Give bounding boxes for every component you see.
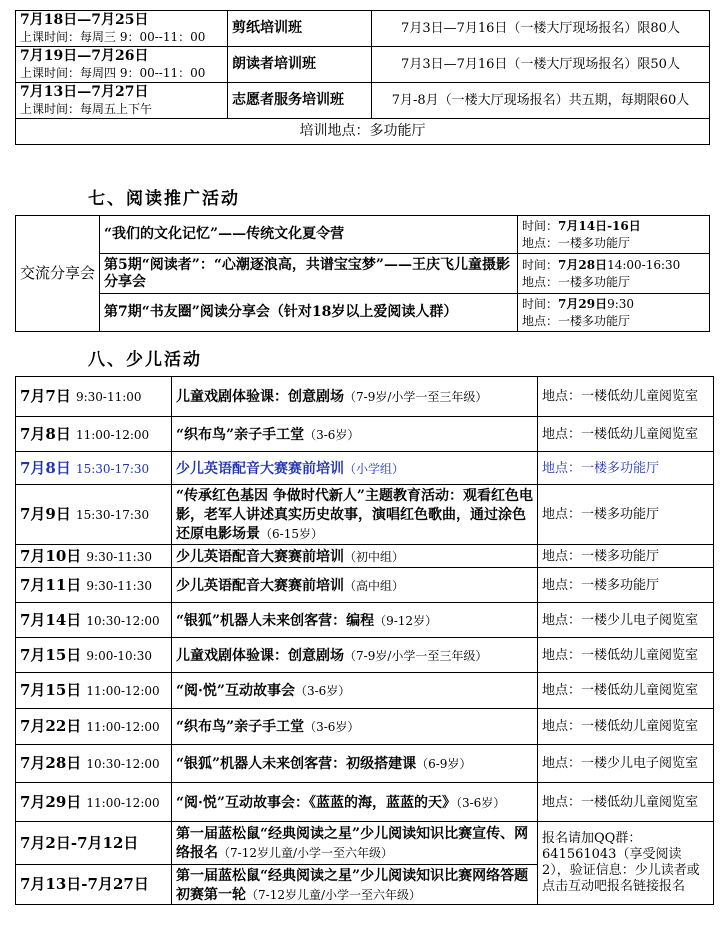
activity-place: 地点：一楼低幼儿童阅览室	[538, 709, 714, 745]
activity-date: 7月8日	[20, 458, 71, 477]
event-hours: 9:30	[607, 296, 635, 311]
promotion-row	[16, 254, 710, 294]
activity-date: 7月10日	[20, 546, 82, 565]
reading-promotion-table	[15, 215, 710, 332]
activity-name: 儿童戏剧体验课：创意剧场	[176, 647, 344, 664]
activity-age-note: （6-15岁）	[260, 527, 323, 541]
activity-row	[16, 417, 714, 452]
activity-place: 地点：一楼多功能厅	[538, 452, 714, 485]
training-date: 7月19日—7月26日	[20, 47, 149, 64]
activity-place: 地点：一楼低幼儿童阅览室	[538, 783, 714, 822]
activity-hours: 10:30-12:00	[86, 757, 160, 771]
time-label: 时间：	[522, 257, 559, 272]
activity-place: 地点：一楼多功能厅	[538, 545, 714, 568]
activity-age-note: （3-6岁）	[294, 684, 351, 698]
activity-date: 7月28日	[20, 754, 82, 772]
activity-date: 7月29日	[20, 792, 82, 811]
training-date: 7月18日—7月25日	[20, 11, 149, 28]
activity-name: “银狐”机器人未来创客营：初级搭建课	[176, 756, 417, 772]
training-signup: 7月3日—7月16日（一楼大厅现场报名）限80人	[372, 11, 710, 47]
activity-date: 7月11日	[20, 575, 82, 594]
event-place: 地点：一楼多功能厅	[522, 313, 631, 328]
event-date: 7月14日-16日	[558, 218, 641, 233]
activity-age-note: （3-6岁）	[304, 720, 360, 734]
activity-row	[16, 568, 714, 603]
activity-row	[16, 783, 714, 822]
signup-note: 报名请加QQ群：641561043（享受阅读2），验证信息：少儿读者或点击互动吧报名链接报名	[538, 822, 714, 905]
training-signup: 7月3日—7月16日（一楼大厅现场报名）限50人	[372, 47, 710, 83]
activity-date: 7月22日	[20, 717, 82, 735]
activity-place: 地点：一楼少儿电子阅览室	[538, 603, 714, 638]
activity-name: 少儿英语配音大赛赛前培训	[176, 548, 344, 565]
activity-row	[16, 545, 714, 568]
activity-date: 7月15日	[20, 681, 82, 699]
activity-hours: 11:00-12:00	[75, 427, 150, 442]
activity-row	[16, 709, 714, 745]
event-date: 7月28日	[558, 257, 608, 272]
activity-date: 7月13日-7月27日	[20, 875, 149, 893]
activity-place: 地点：一楼低幼儿童阅览室	[538, 377, 714, 417]
activity-name: 第一届蓝松鼠“经典阅读之星”少儿阅读知识比赛宣传、网络报名	[176, 826, 529, 861]
activity-hours: 11:00-12:00	[86, 720, 160, 734]
activity-row	[16, 452, 714, 485]
activity-age-note: （高中组）	[344, 578, 405, 593]
activity-age-note: （3-6岁）	[455, 795, 506, 810]
activity-date: 7月7日	[20, 387, 71, 405]
activity-hours: 9:30-11:00	[75, 390, 142, 404]
activity-age-note: （小学组）	[344, 461, 405, 476]
training-row	[16, 83, 710, 119]
activity-place: 地点：一楼多功能厅	[538, 568, 714, 603]
activity-name: “织布鸟”亲子手工堂	[176, 426, 305, 443]
event-name: 第5期“阅读者”：“心潮逐浪高，共谱宝宝梦”——王庆飞儿童摄影分享会	[100, 254, 518, 294]
training-course: 朗读者培训班	[228, 47, 372, 83]
activity-hours: 15:30-17:30	[75, 461, 150, 476]
training-signup: 7月-8月（一楼大厅现场报名）共五期，每期限60人	[372, 83, 710, 119]
activity-row	[16, 377, 714, 417]
promotion-row	[16, 216, 710, 254]
event-place: 地点：一楼多功能厅	[522, 274, 631, 289]
activity-hours: 9:00-10:30	[86, 648, 152, 663]
event-name: 第7期“书友圈”阅读分享会（针对18岁以上爱阅读人群）	[100, 294, 518, 332]
activity-hours: 11:00-12:00	[86, 684, 160, 698]
training-location-row	[16, 119, 710, 145]
training-time: 上课时间：每周四 9：00--11：00	[20, 65, 206, 80]
activity-name: “阅·悦”互动故事会：《蓝蓝的海，蓝蓝的天》	[176, 794, 456, 811]
training-row	[16, 11, 710, 47]
training-row	[16, 47, 710, 83]
activity-row	[16, 485, 714, 545]
training-date: 7月13日—7月27日	[20, 83, 149, 100]
activity-age-note: （9-12岁）	[374, 613, 438, 628]
promotion-row	[16, 294, 710, 332]
activity-age-note: （7-12岁儿童/小学一至六年级）	[218, 846, 394, 860]
activity-place: 地点：一楼低幼儿童阅览室	[538, 638, 714, 673]
event-name: “我们的文化记忆”——传统文化夏令营	[100, 216, 518, 254]
activity-date: 7月8日	[20, 424, 71, 443]
time-label: 时间：	[522, 218, 559, 233]
activity-hours: 10:30-12:00	[86, 613, 160, 628]
training-location: 培训地点：多功能厅	[16, 119, 710, 145]
children-activities-table	[15, 376, 714, 905]
activity-hours: 15:30-17:30	[75, 508, 150, 522]
activity-hours: 9:30-11:30	[86, 549, 152, 564]
activity-hours: 11:00-12:00	[86, 795, 160, 810]
activity-place: 地点：一楼多功能厅	[538, 485, 714, 545]
training-time: 上课时间：每周三 9：00--11：00	[20, 29, 206, 44]
event-date: 7月29日	[558, 296, 608, 311]
training-course: 剪纸培训班	[228, 11, 372, 47]
activity-row	[16, 745, 714, 783]
activity-age-note: （7-9岁/小学一至三年级）	[344, 390, 488, 404]
activity-age-note: （7-12岁儿童/小学一至六年级）	[246, 887, 422, 902]
event-place: 地点：一楼多功能厅	[522, 235, 631, 250]
training-course: 志愿者服务培训班	[228, 83, 372, 119]
section-7-title: 七、阅读推广活动	[88, 189, 240, 209]
activity-age-note: （6-9岁）	[416, 757, 472, 771]
category-label: 交流分享会	[16, 216, 100, 332]
activity-row	[16, 822, 714, 865]
activity-name: 儿童戏剧体验课：创意剧场	[176, 389, 344, 405]
activity-name: “阅·悦”互动故事会	[176, 683, 295, 699]
activity-row	[16, 638, 714, 673]
activity-date: 7月14日	[20, 610, 82, 629]
activity-age-note: （3-6岁）	[304, 427, 360, 442]
activity-row	[16, 673, 714, 709]
activity-age-note: （初中组）	[344, 549, 405, 564]
activity-name: 少儿英语配音大赛赛前培训	[176, 577, 344, 594]
activity-name: “传承红色基因 争做时代新人”主题教育活动：观看红色电影，老军人讲述真实历史故事，演唱红色歌曲，通过涂色还原电影场景	[176, 488, 533, 542]
activity-name: “银狐”机器人未来创客营：编程	[176, 612, 375, 629]
activity-place: 地点：一楼低幼儿童阅览室	[538, 417, 714, 452]
activity-row	[16, 603, 714, 638]
training-table	[15, 10, 710, 145]
event-hours: 14:00-16:30	[607, 257, 681, 272]
activity-name: 少儿英语配音大赛赛前培训	[176, 460, 344, 477]
activity-place: 地点：一楼低幼儿童阅览室	[538, 673, 714, 709]
activity-place: 地点：一楼少儿电子阅览室	[538, 745, 714, 783]
activity-date: 7月2日-7月12日	[20, 833, 139, 852]
time-label: 时间：	[522, 296, 559, 311]
section-8-title: 八、少儿活动	[88, 350, 202, 370]
activity-name: “织布鸟”亲子手工堂	[176, 719, 305, 735]
training-time: 上课时间：每周五上下午	[20, 101, 153, 116]
activity-date: 7月15日	[20, 645, 82, 664]
activity-name: 第一届蓝松鼠“经典阅读之星”少儿阅读知识比赛网络答题初赛第一轮	[176, 867, 529, 903]
activity-date: 7月9日	[20, 505, 71, 523]
activity-age-note: （7-9岁/小学一至三年级）	[344, 648, 488, 663]
activity-hours: 9:30-11:30	[86, 578, 152, 593]
